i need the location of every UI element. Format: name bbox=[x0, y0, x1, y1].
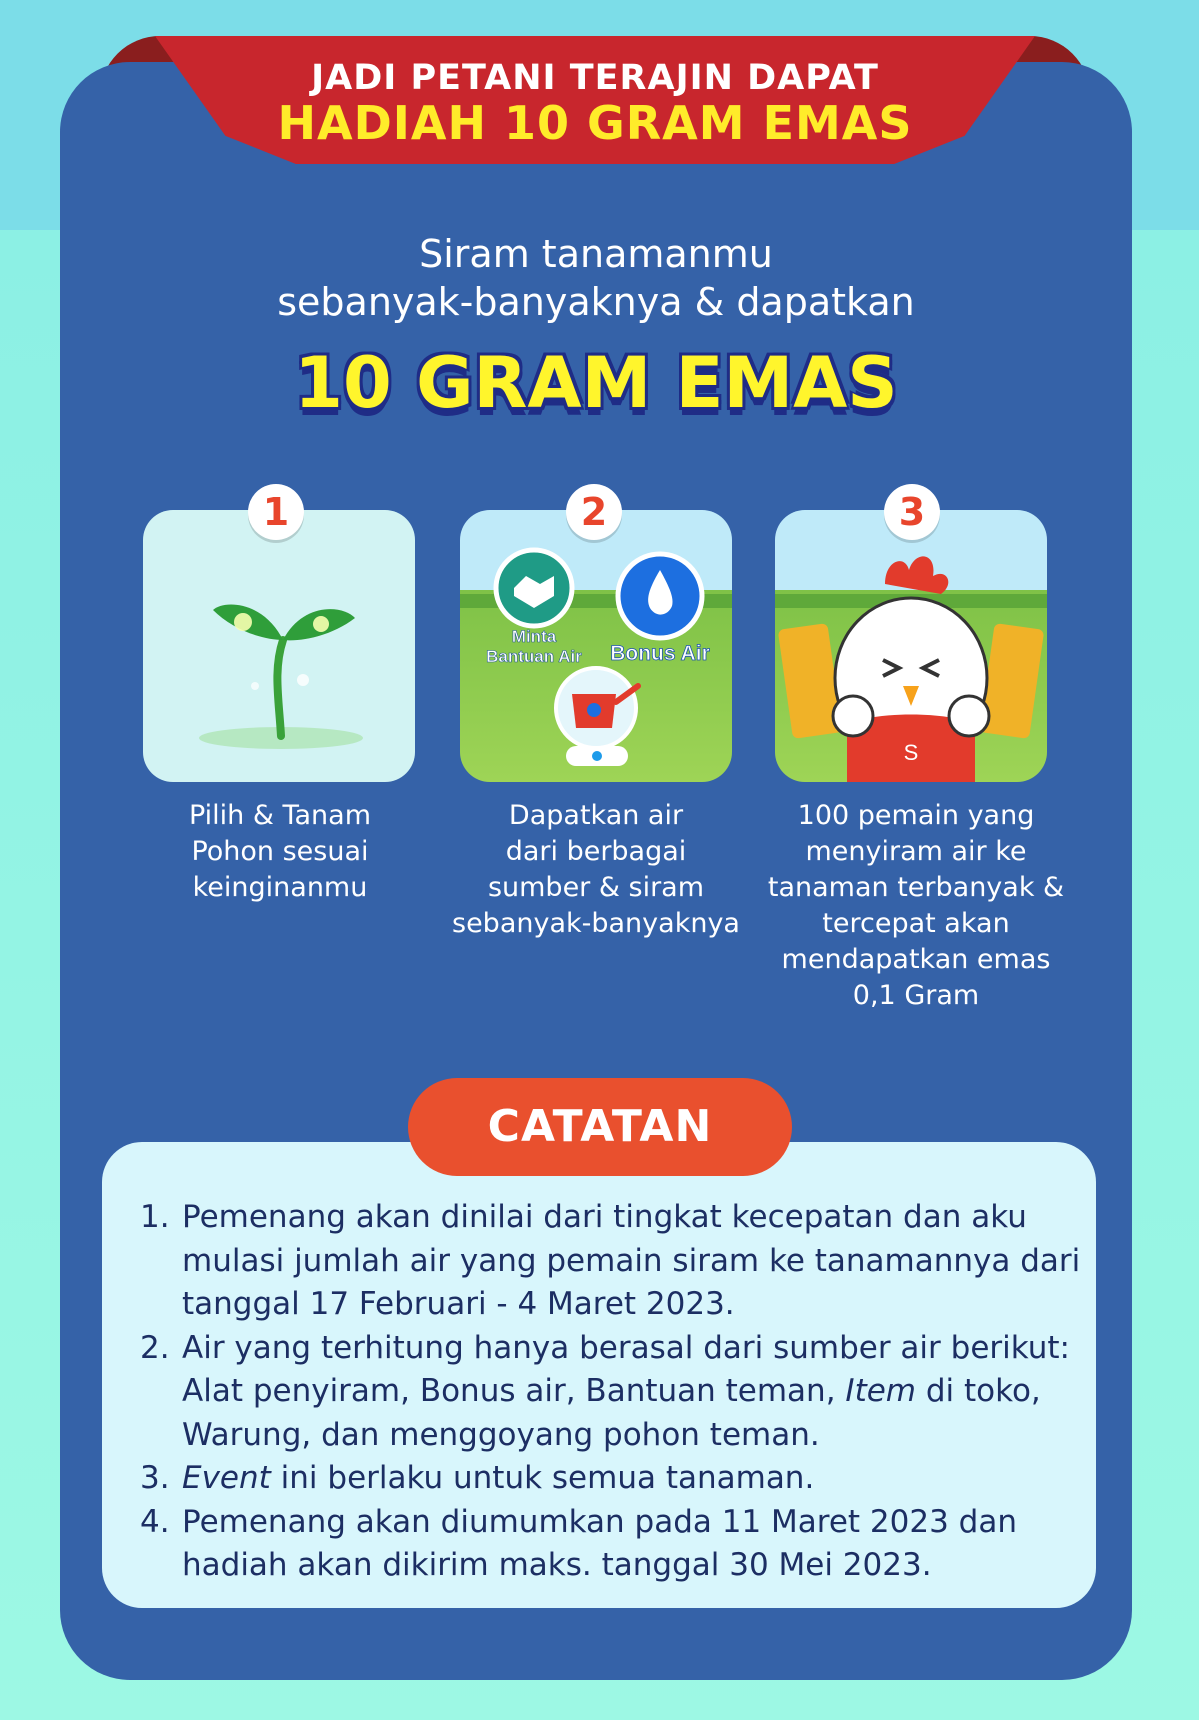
water-sources-icon bbox=[460, 510, 732, 782]
notes-title: CATATAN bbox=[408, 1078, 792, 1176]
sprout-icon bbox=[143, 510, 415, 782]
step-2-line: sebanyak-banyaknya bbox=[452, 908, 740, 939]
note-item bbox=[140, 1327, 1085, 1458]
step-2-image bbox=[460, 510, 732, 782]
step-1-line: keinginanmu bbox=[192, 872, 368, 903]
intro-line-1: Siram tanamanmu bbox=[419, 232, 773, 276]
step-1-text bbox=[130, 798, 430, 906]
note-item bbox=[140, 1457, 1085, 1501]
help-label-line-1: Minta bbox=[511, 627, 557, 646]
note-italic: Event bbox=[182, 1460, 271, 1496]
step-1-line: Pohon sesuai bbox=[191, 836, 369, 867]
step-3-line: 100 pemain yang bbox=[797, 800, 1035, 831]
help-label-line-2: Bantuan Air bbox=[486, 647, 582, 666]
step-3-line: tanaman terbanyak & bbox=[767, 872, 1065, 903]
banner-line-1: JADI PETANI TERAJIN DAPAT bbox=[311, 58, 879, 98]
step-1-badge: 1 bbox=[248, 484, 304, 540]
step-2-text bbox=[446, 798, 746, 942]
note-number: 1. bbox=[140, 1199, 170, 1235]
shirt-logo: S bbox=[903, 740, 919, 765]
note-number: 4. bbox=[140, 1503, 170, 1540]
chicken-gold-icon bbox=[775, 510, 1047, 782]
note-text: Pemenang akan dinilai dari tingkat kecepatan dan aku mulasi jumlah air yang pemain siram ke tanamannya dari tanggal 17 Februari - 4 Maret 2023. bbox=[182, 1199, 1081, 1322]
step-1-line: Pilih & Tanam bbox=[188, 800, 372, 831]
banner-line-2: HADIAH 10 GRAM EMAS bbox=[277, 96, 913, 150]
step-1-image bbox=[143, 510, 415, 782]
step-3-line: menyiram air ke bbox=[805, 836, 1027, 867]
step-3-line: mendapatkan emas bbox=[781, 944, 1051, 975]
step-3-image bbox=[775, 510, 1047, 782]
step-2-line: Dapatkan air bbox=[508, 800, 684, 831]
note-text: di toko, Warung, dan menggoyang pohon teman. bbox=[182, 1373, 1041, 1453]
note-number: 2. bbox=[140, 1329, 170, 1366]
step-3-badge: 3 bbox=[884, 484, 940, 540]
step-3-line: 0,1 Gram bbox=[852, 980, 980, 1011]
note-text: Air yang terhitung hanya berasal dari sumber air berikut: Alat penyiram, Bonus air, Bantuan teman, bbox=[182, 1329, 1070, 1409]
note-text: ini berlaku untuk semua tanaman. bbox=[270, 1460, 815, 1496]
step-2-badge: 2 bbox=[566, 484, 622, 540]
note-item bbox=[140, 1196, 1085, 1327]
step-2-line: sumber & siram bbox=[487, 872, 705, 903]
notes-list bbox=[140, 1196, 1085, 1588]
step-3-line: tercepat akan bbox=[822, 908, 1010, 939]
note-italic: Item bbox=[845, 1373, 916, 1409]
intro-line-2: sebanyak-banyaknya & dapatkan bbox=[277, 280, 915, 324]
note-text: Pemenang akan diumumkan pada 11 Maret 2023 dan hadiah akan dikirim maks. tanggal 30 Mei 2023. bbox=[182, 1503, 1018, 1583]
step-3-text bbox=[766, 798, 1066, 1014]
bonus-label: Bonus Air bbox=[610, 642, 710, 665]
step-2-line: dari berbagai bbox=[505, 836, 687, 867]
prize-headline: 10 GRAM EMAS bbox=[294, 342, 898, 424]
note-item bbox=[140, 1501, 1085, 1588]
note-number: 3. bbox=[140, 1460, 170, 1496]
